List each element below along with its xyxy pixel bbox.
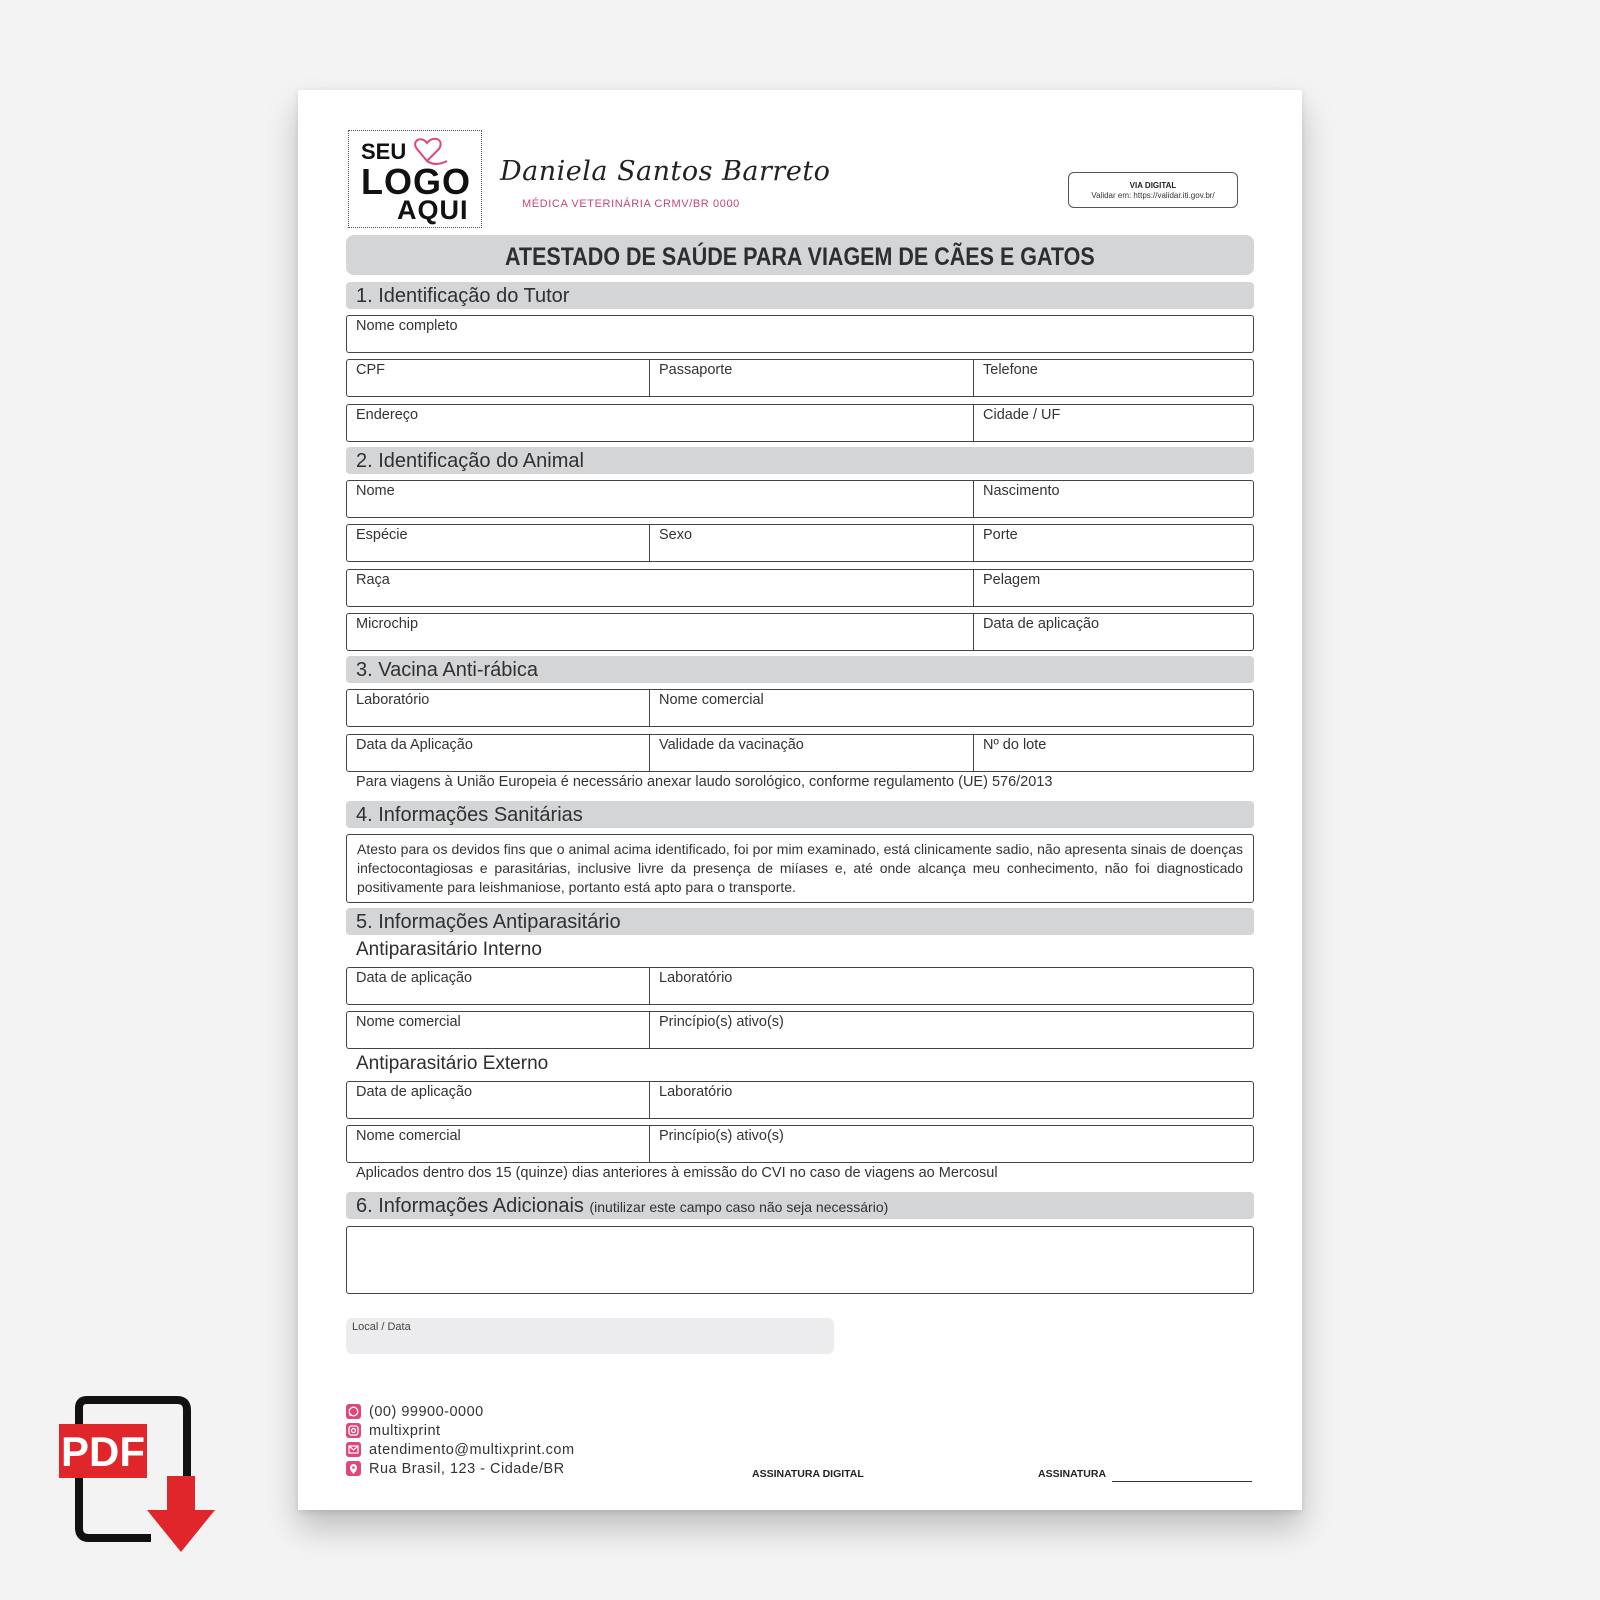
field-especie[interactable]: Espécie xyxy=(356,527,408,543)
antiparasitario-interno-title: Antiparasitário Interno xyxy=(356,939,542,960)
signature-line xyxy=(1112,1481,1252,1482)
logo-line-2: LOGO xyxy=(361,161,471,202)
contact-email xyxy=(346,1441,575,1459)
field-vacina-lote[interactable]: Nº do lote xyxy=(973,735,1253,771)
pdf-badge-label: PDF xyxy=(61,1428,145,1475)
contact-phone-text: (00) 99900-0000 xyxy=(369,1404,484,1420)
via-digital-title: VIA DIGITAL xyxy=(1129,181,1177,190)
field-interno-principio[interactable]: Princípio(s) ativo(s) xyxy=(649,1012,1253,1048)
email-icon xyxy=(346,1442,361,1457)
via-digital-badge xyxy=(1068,172,1238,208)
logo-line-1: SEU xyxy=(361,139,407,164)
page-title: ATESTADO DE SAÚDE PARA VIAGEM DE CÃES E GATOS xyxy=(346,235,1254,275)
contact-instagram-text: multixprint xyxy=(369,1423,441,1439)
field-raca[interactable]: Raça xyxy=(356,572,390,588)
via-digital-validate: Validar em: https://validar.iti.gov.br/ xyxy=(1091,191,1215,200)
field-row xyxy=(346,569,1254,607)
section-2-header: 2. Identificação do Animal xyxy=(346,447,1254,474)
section-1-header: 1. Identificação do Tutor xyxy=(346,282,1254,309)
instagram-icon xyxy=(346,1423,361,1438)
field-sexo[interactable]: Sexo xyxy=(649,525,973,561)
vacina-note: Para viagens à União Europeia é necessário anexar laudo sorológico, conforme regulamento (UE) 576/2013 xyxy=(356,774,1053,790)
field-cidade-uf[interactable]: Cidade / UF xyxy=(973,405,1253,441)
section-6-note: (inutilizar este campo caso não seja necessário) xyxy=(589,1199,889,1215)
field-row xyxy=(346,967,1254,1005)
section-3-header: 3. Vacina Anti-rábica xyxy=(346,656,1254,683)
field-externo-data[interactable]: Data de aplicação xyxy=(356,1084,473,1100)
field-row xyxy=(346,1081,1254,1119)
field-externo-principio[interactable]: Princípio(s) ativo(s) xyxy=(649,1126,1253,1162)
logo-placeholder xyxy=(348,130,482,228)
section-6-title: 6. Informações Adicionais xyxy=(356,1195,584,1217)
field-interno-data[interactable]: Data de aplicação xyxy=(356,970,473,986)
doctor-crmv: MÉDICA VETERINÁRIA CRMV/BR 0000 xyxy=(522,198,740,210)
field-porte[interactable]: Porte xyxy=(973,525,1253,561)
local-data-field[interactable] xyxy=(346,1318,834,1354)
field-passaporte[interactable]: Passaporte xyxy=(649,360,973,396)
field-microchip-data[interactable]: Data de aplicação xyxy=(973,614,1253,650)
contact-email-text: atendimento@multixprint.com xyxy=(369,1442,575,1458)
field-interno-laboratorio[interactable]: Laboratório xyxy=(649,968,1253,1004)
field-row xyxy=(346,404,1254,442)
signature-digital-label: ASSINATURA DIGITAL xyxy=(752,1468,864,1480)
field-externo-laboratorio[interactable]: Laboratório xyxy=(649,1082,1253,1118)
additional-info-field[interactable] xyxy=(346,1226,1254,1294)
field-row xyxy=(346,734,1254,772)
field-nascimento[interactable]: Nascimento xyxy=(973,481,1253,517)
field-row xyxy=(346,1125,1254,1163)
antiparasitario-note: Aplicados dentro dos 15 (quinze) dias anteriores à emissão do CVI no caso de viagens ao Mercosul xyxy=(356,1165,998,1181)
section-4-header: 4. Informações Sanitárias xyxy=(346,801,1254,828)
contact-address-text: Rua Brasil, 123 - Cidade/BR xyxy=(369,1461,565,1477)
section-5-header: 5. Informações Antiparasitário xyxy=(346,908,1254,935)
local-data-label: Local / Data xyxy=(352,1321,411,1333)
sanitarias-text: Atesto para os devidos fins que o animal acima identificado, foi por mim examinado, está clinicamente sadio, não apresenta sinais de doenças infectocontagiosas e parasitárias, inclusive livre da presença de miíases e, até onde alcança meu conhecimento, não foi diagnosticado positivamente para leishmaniose, portanto está apto para o transporte. xyxy=(346,834,1254,903)
field-microchip[interactable]: Microchip xyxy=(356,616,419,632)
section-6-header xyxy=(346,1192,1254,1219)
contact-phone xyxy=(346,1403,484,1421)
signature-label: ASSINATURA xyxy=(1038,1468,1107,1480)
field-nome-completo[interactable]: Nome completo xyxy=(356,318,458,334)
logo-line-3: AQUI xyxy=(397,195,469,225)
field-animal-nome[interactable]: Nome xyxy=(356,483,395,499)
field-endereco[interactable]: Endereço xyxy=(356,407,419,423)
field-row xyxy=(346,524,1254,562)
field-vacina-data[interactable]: Data da Aplicação xyxy=(356,737,473,753)
field-telefone[interactable]: Telefone xyxy=(973,360,1253,396)
field-vacina-laboratorio[interactable]: Laboratório xyxy=(356,692,430,708)
field-row xyxy=(346,1011,1254,1049)
field-interno-nome-comercial[interactable]: Nome comercial xyxy=(356,1014,461,1030)
whatsapp-icon xyxy=(346,1404,361,1419)
field-row xyxy=(346,689,1254,727)
pdf-download-icon[interactable] xyxy=(55,1396,223,1561)
contact-address xyxy=(346,1460,565,1478)
field-row xyxy=(346,315,1254,353)
antiparasitario-externo-title: Antiparasitário Externo xyxy=(356,1053,549,1074)
field-externo-nome-comercial[interactable]: Nome comercial xyxy=(356,1128,461,1144)
field-row xyxy=(346,359,1254,397)
location-pin-icon xyxy=(346,1461,361,1476)
contact-instagram xyxy=(346,1422,441,1440)
field-cpf[interactable]: CPF xyxy=(356,362,385,378)
field-row xyxy=(346,480,1254,518)
form-sheet xyxy=(298,90,1302,1510)
field-vacina-nome-comercial[interactable]: Nome comercial xyxy=(649,690,1253,726)
field-vacina-validade[interactable]: Validade da vacinação xyxy=(649,735,973,771)
doctor-name: Daniela Santos Barreto xyxy=(500,156,831,187)
field-pelagem[interactable]: Pelagem xyxy=(973,570,1253,606)
field-row xyxy=(346,613,1254,651)
